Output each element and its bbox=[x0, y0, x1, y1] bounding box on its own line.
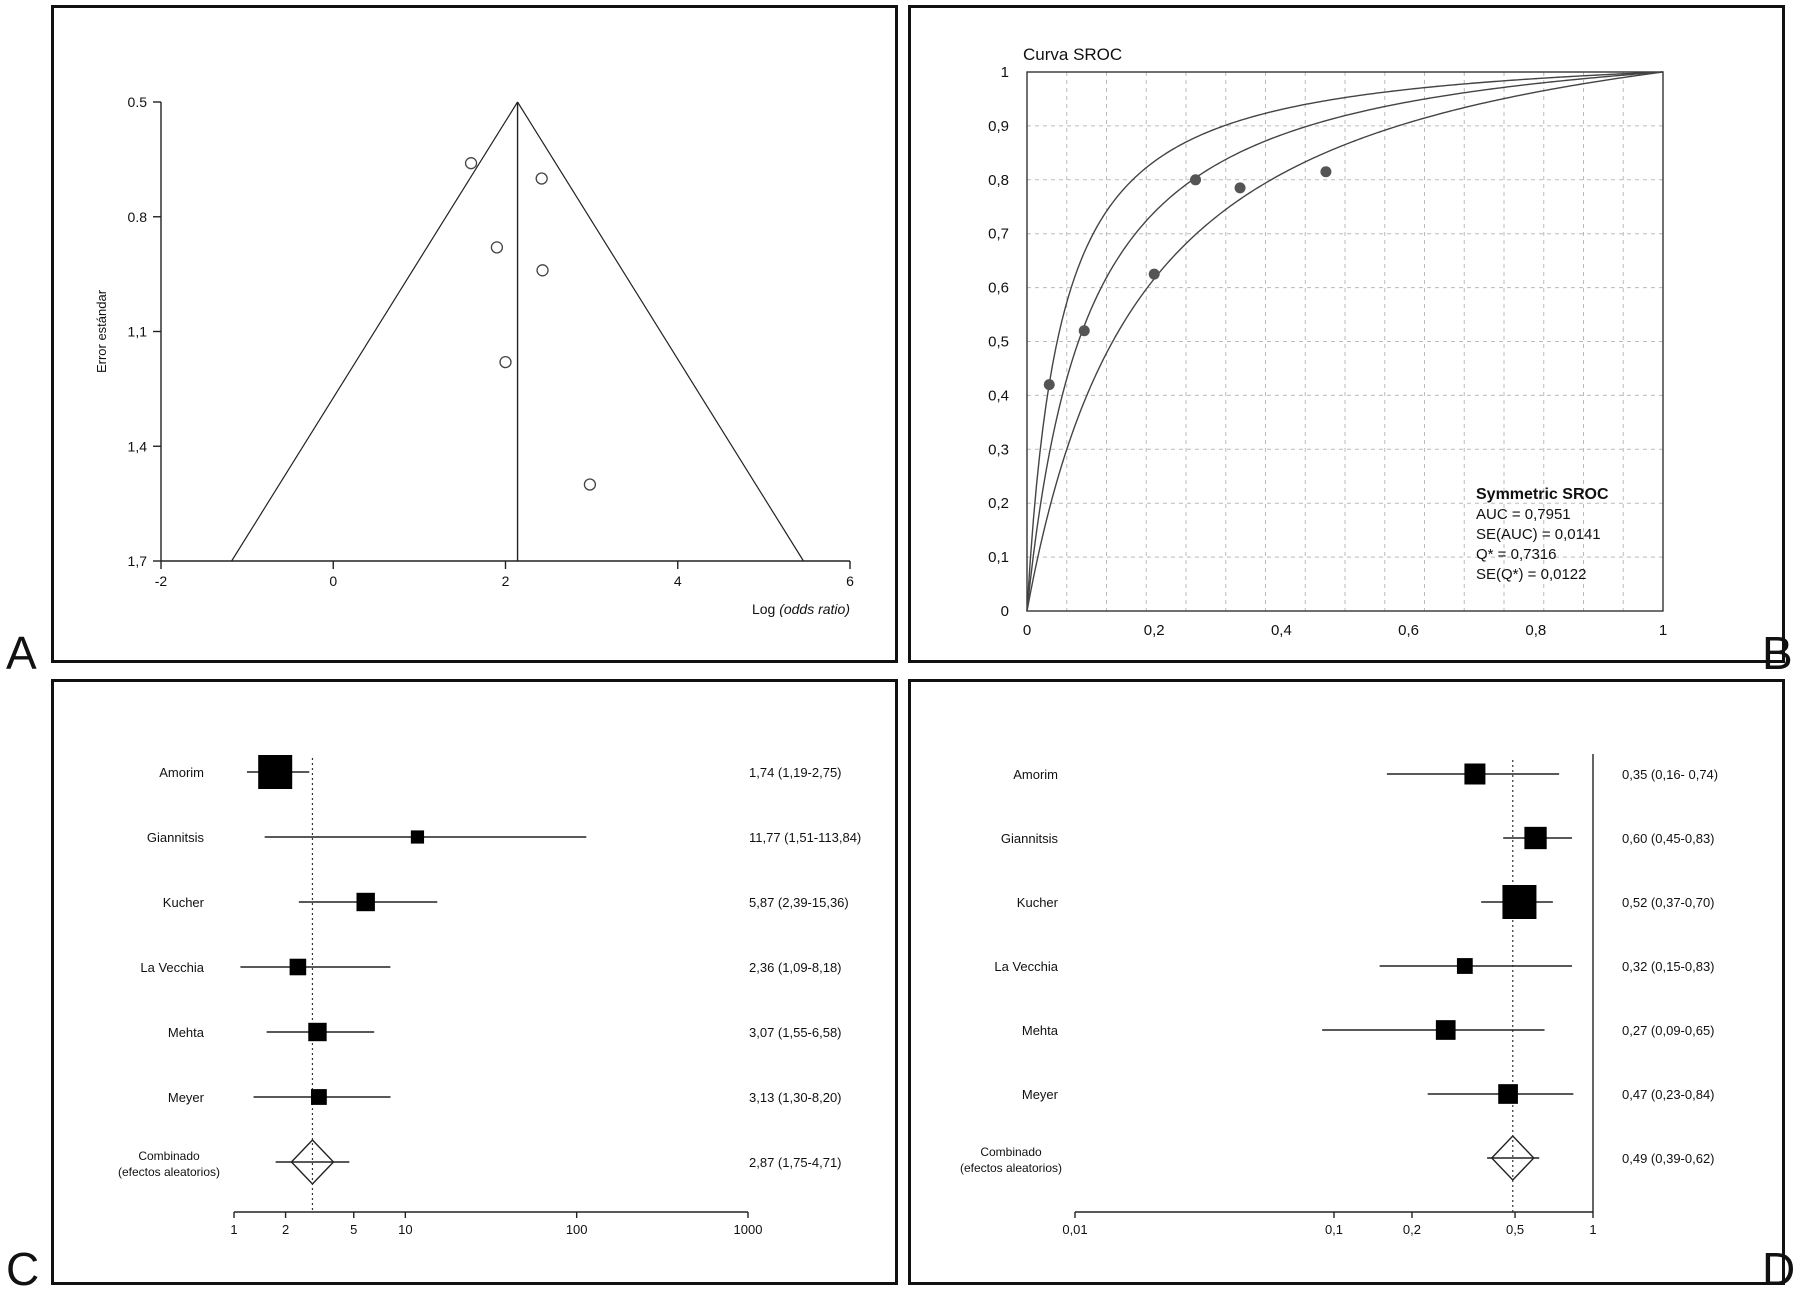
x-tick-label: 1 bbox=[1658, 622, 1668, 639]
estimate-label: 5,87 (2,39-15,36) bbox=[749, 895, 849, 910]
y-tick-label: 0,5 bbox=[988, 333, 1009, 351]
chart-title: Curva SROC bbox=[1023, 45, 1123, 64]
study-name: Giannitsis bbox=[1000, 831, 1058, 846]
estimate-marker bbox=[356, 893, 374, 911]
x-tick-label: 1 bbox=[230, 1222, 238, 1237]
panel-a bbox=[51, 5, 898, 663]
panel-letter-a: A bbox=[6, 627, 37, 679]
estimate-marker bbox=[290, 959, 307, 976]
study-name: Mehta bbox=[167, 1025, 204, 1040]
x-tick-label: 6 bbox=[846, 573, 854, 589]
x-tick-label: 0,5 bbox=[1505, 1222, 1525, 1237]
study-point bbox=[1149, 269, 1160, 280]
forest-plot-ratio bbox=[911, 682, 1788, 1288]
panel-letter-d: D bbox=[1762, 1243, 1796, 1295]
y-tick-label: 1,7 bbox=[127, 553, 147, 569]
estimate-label: 0,32 (0,15-0,83) bbox=[1622, 959, 1715, 974]
study-name: La Vecchia bbox=[140, 960, 204, 975]
y-tick-label: 1,4 bbox=[127, 438, 147, 455]
estimate-marker bbox=[1502, 885, 1536, 919]
study-name: Meyer bbox=[167, 1090, 204, 1105]
study-point bbox=[536, 173, 547, 184]
y-tick-label: 1 bbox=[1000, 64, 1009, 81]
estimate-label: 2,36 (1,09-8,18) bbox=[749, 960, 842, 975]
estimate-marker bbox=[1498, 1084, 1518, 1104]
x-tick-label: 0,8 bbox=[1525, 622, 1547, 639]
x-tick-label: 10 bbox=[398, 1222, 413, 1237]
estimate-marker bbox=[1524, 827, 1546, 849]
forest-plot-odds bbox=[54, 682, 901, 1288]
annotation-heading: Symmetric SROC bbox=[1476, 486, 1609, 503]
pooled-name: Combinado bbox=[138, 1149, 200, 1163]
study-name: La Vecchia bbox=[994, 959, 1058, 974]
estimate-label: 0,47 (0,23-0,84) bbox=[1622, 1087, 1715, 1102]
x-tick-label: -2 bbox=[154, 573, 168, 589]
study-point bbox=[1320, 166, 1331, 177]
estimate-label: 0,35 (0,16- 0,74) bbox=[1622, 767, 1719, 782]
annotation-line: SE(AUC) = 0,0141 bbox=[1476, 526, 1601, 543]
annotation-line: SE(Q*) = 0,0122 bbox=[1476, 566, 1587, 583]
panel-letter-c: C bbox=[6, 1243, 40, 1295]
y-tick-label: 0,3 bbox=[988, 441, 1009, 459]
study-point bbox=[537, 265, 548, 276]
study-point bbox=[1190, 174, 1201, 185]
y-tick-label: 0,7 bbox=[988, 225, 1009, 243]
estimate-label: 0,52 (0,37-0,70) bbox=[1622, 895, 1715, 910]
study-point bbox=[466, 158, 477, 169]
panel-c bbox=[51, 679, 898, 1285]
x-tick-label: 0,1 bbox=[1324, 1222, 1344, 1237]
study-point bbox=[1044, 379, 1055, 390]
x-tick-label: 0 bbox=[1022, 622, 1032, 639]
panel-d bbox=[908, 679, 1785, 1285]
x-tick-label: 5 bbox=[350, 1222, 358, 1237]
x-axis-label: Log (odds ratio) bbox=[751, 601, 850, 617]
x-tick-label: 0,2 bbox=[1143, 622, 1165, 639]
funnel-left-line bbox=[232, 102, 518, 561]
x-tick-label: 0,2 bbox=[1402, 1222, 1422, 1237]
study-name: Giannitsis bbox=[146, 830, 204, 845]
pooled-name: Combinado bbox=[980, 1145, 1042, 1159]
estimate-marker bbox=[258, 755, 292, 789]
funnel-right-line bbox=[518, 102, 804, 561]
study-point bbox=[1235, 182, 1246, 193]
estimate-marker bbox=[308, 1023, 326, 1041]
pooled-name-sub: (efectos aleatorios) bbox=[959, 1161, 1063, 1175]
y-axis-label: Error estándar bbox=[94, 289, 109, 374]
panel-letter-b: B bbox=[1762, 627, 1793, 679]
panel-b bbox=[908, 5, 1785, 663]
x-tick-label: 100 bbox=[565, 1222, 588, 1237]
y-tick-label: 0 bbox=[1000, 603, 1009, 620]
study-point bbox=[1079, 325, 1090, 336]
x-tick-label: 0 bbox=[329, 573, 338, 589]
estimate-label: 11,77 (1,51-113,84) bbox=[749, 830, 862, 845]
y-tick-label: 1,1 bbox=[127, 323, 147, 340]
study-name: Kucher bbox=[162, 895, 204, 910]
study-name: Mehta bbox=[1021, 1023, 1058, 1038]
estimate-label: 3,13 (1,30-8,20) bbox=[749, 1090, 842, 1105]
x-tick-label: 0,4 bbox=[1270, 622, 1292, 639]
estimate-marker bbox=[411, 830, 424, 843]
y-tick-label: 0,2 bbox=[988, 495, 1009, 513]
y-tick-label: 0,6 bbox=[988, 279, 1009, 297]
study-point bbox=[584, 479, 595, 490]
estimate-label: 0,27 (0,09-0,65) bbox=[1622, 1023, 1715, 1038]
x-tick-label: 1 bbox=[1589, 1222, 1597, 1237]
study-name: Kucher bbox=[1016, 895, 1058, 910]
estimate-label: 0,60 (0,45-0,83) bbox=[1622, 831, 1715, 846]
pooled-label: 2,87 (1,75-4,71) bbox=[749, 1155, 842, 1170]
x-tick-label: 0,6 bbox=[1398, 622, 1420, 639]
study-point bbox=[500, 357, 511, 368]
study-name: Amorim bbox=[159, 765, 204, 780]
y-tick-label: 0.5 bbox=[127, 94, 147, 110]
y-tick-label: 0,8 bbox=[988, 171, 1009, 189]
x-tick-label: 0,01 bbox=[1062, 1222, 1088, 1237]
y-tick-label: 0,4 bbox=[988, 387, 1009, 405]
x-tick-label: 4 bbox=[673, 573, 682, 589]
pooled-name-sub: (efectos aleatorios) bbox=[117, 1165, 221, 1179]
y-tick-label: 0,9 bbox=[988, 117, 1009, 135]
x-tick-label: 1000 bbox=[733, 1222, 763, 1237]
x-tick-label: 2 bbox=[281, 1222, 290, 1237]
study-point bbox=[491, 242, 502, 253]
funnel-plot bbox=[54, 8, 901, 666]
pooled-label: 0,49 (0,39-0,62) bbox=[1622, 1151, 1715, 1166]
estimate-label: 1,74 (1,19-2,75) bbox=[749, 765, 842, 780]
estimate-marker bbox=[1464, 764, 1485, 785]
study-name: Meyer bbox=[1021, 1087, 1058, 1102]
x-tick-label: 2 bbox=[501, 573, 510, 589]
annotation-line: Q* = 0,7316 bbox=[1476, 546, 1557, 563]
annotation-line: AUC = 0,7951 bbox=[1476, 506, 1571, 523]
estimate-marker bbox=[311, 1089, 327, 1105]
y-tick-label: 0,1 bbox=[988, 549, 1009, 567]
estimate-marker bbox=[1457, 958, 1473, 974]
sroc-chart bbox=[911, 8, 1788, 666]
y-tick-label: 0.8 bbox=[127, 208, 147, 225]
estimate-marker bbox=[1436, 1020, 1456, 1040]
study-name: Amorim bbox=[1013, 767, 1058, 782]
estimate-label: 3,07 (1,55-6,58) bbox=[749, 1025, 842, 1040]
